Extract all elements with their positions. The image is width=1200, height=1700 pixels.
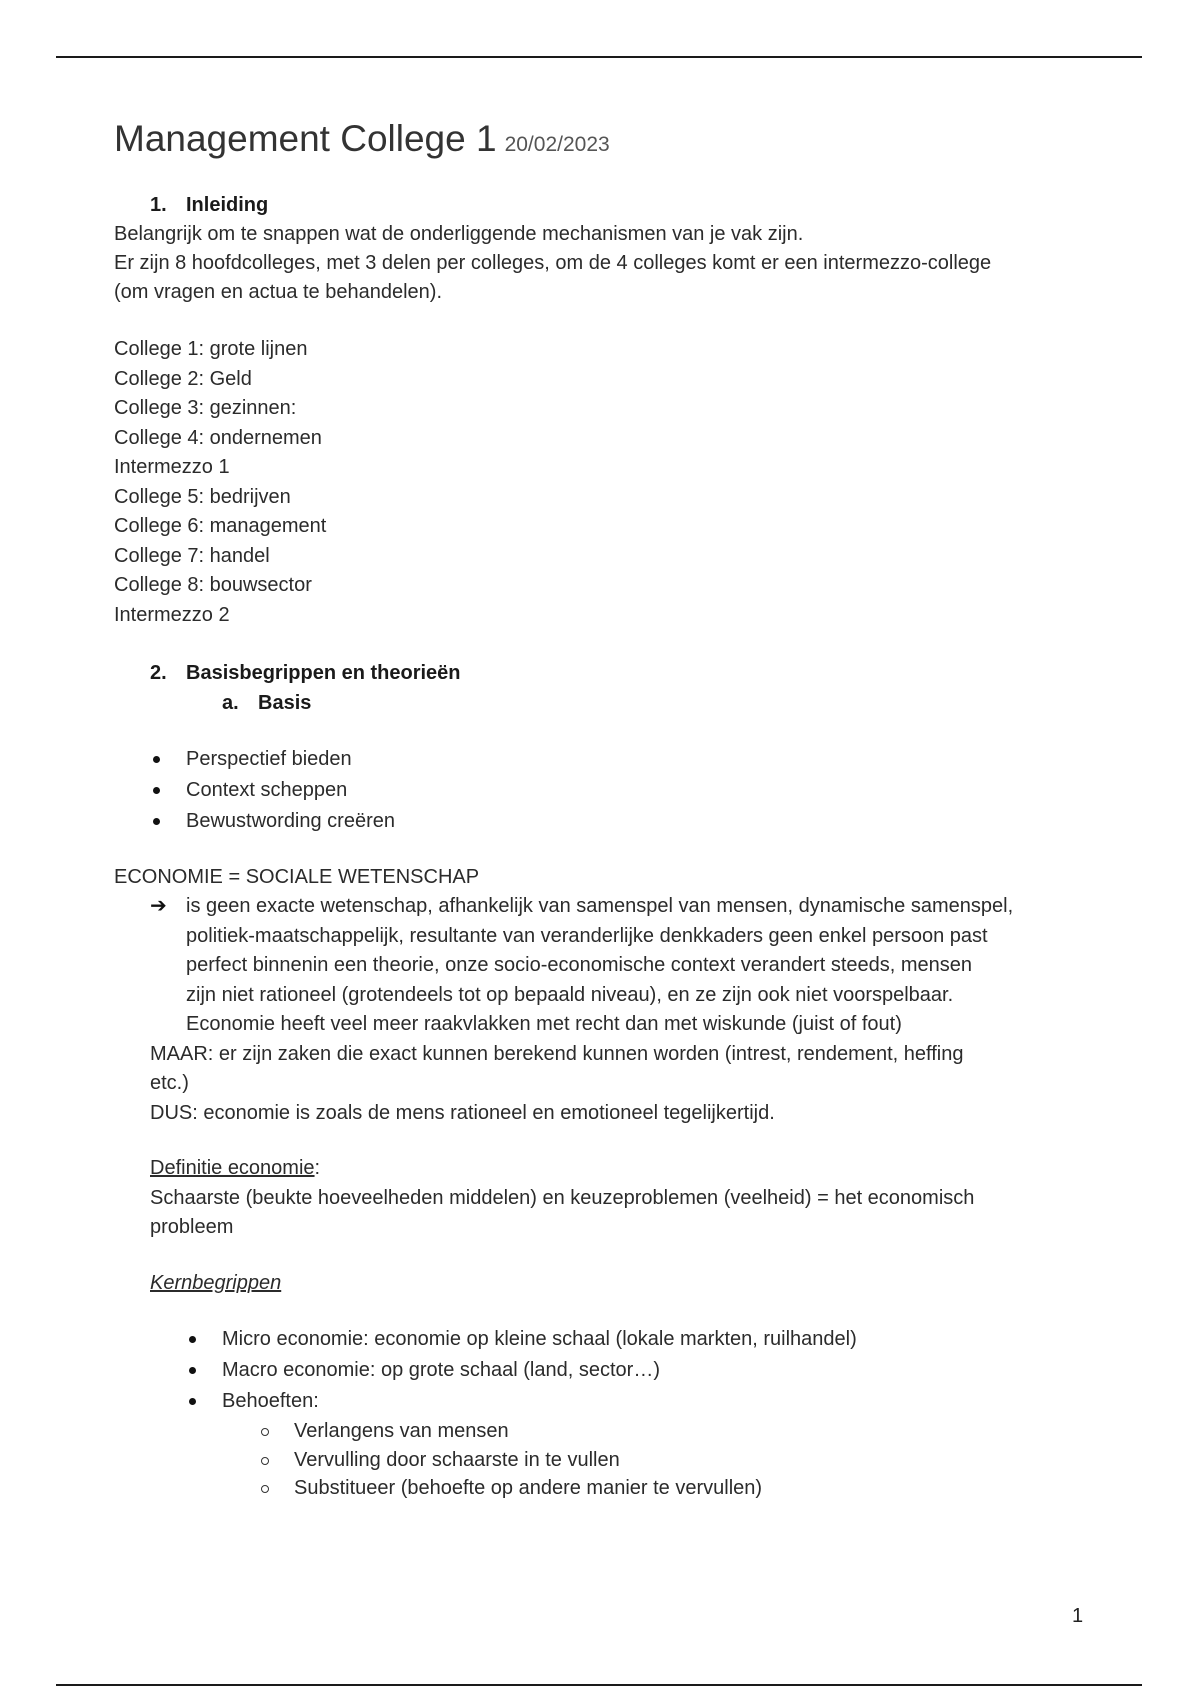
- kernbegrippen-list: [114, 1324, 1114, 1417]
- college-item: Intermezzo 1: [114, 456, 230, 478]
- explanation-line: Economie heeft veel meer raakvlakken met recht dan met wiskunde (juist of fout): [186, 1013, 902, 1035]
- list-item: Perspectief bieden: [114, 744, 1114, 775]
- explanation-line: politiek-maatschappelijk, resultante van veranderlijke denkkaders geen enkel persoon past: [186, 924, 988, 947]
- subsection-letter: a.: [222, 692, 239, 714]
- economie-title: ECONOMIE = SOCIALE WETENSCHAP: [114, 866, 480, 888]
- subsection-heading-basis: [114, 688, 1114, 718]
- behoeften-sublist: [114, 1417, 1114, 1503]
- kernbegrippen-label: Kernbegrippen: [150, 1271, 282, 1294]
- college-item: College 4: ondernemen: [114, 426, 322, 449]
- intro-paragraph: [114, 220, 1114, 307]
- explanation-line: perfect binnenin een theorie, onze socio-economische context verandert steeds, mensen: [186, 954, 973, 976]
- definitie-colon: :: [314, 1157, 321, 1179]
- college-item: College 6: management: [114, 515, 327, 537]
- definitie-line: probleem: [150, 1216, 234, 1238]
- section-heading-basisbegrippen: [114, 658, 1114, 688]
- page-date: 20/02/2023: [504, 133, 610, 156]
- basis-bullet-list: [114, 744, 1114, 837]
- definitie-heading: [150, 1154, 1114, 1184]
- list-item: Bewustwording creëren: [114, 806, 1114, 837]
- college-item: College 1: grote lijnen: [114, 338, 308, 360]
- maar-paragraph: [114, 1040, 1114, 1129]
- subsection-title: Basis: [258, 692, 312, 714]
- section-title: Inleiding: [186, 194, 269, 216]
- definitie-line: Schaarste (beukte hoeveelheden middelen) en keuzeproblemen (veelheid) = het economisch: [150, 1186, 975, 1209]
- top-rule: [56, 56, 1142, 58]
- kernbegrippen-heading: [114, 1269, 1114, 1299]
- section-heading-inleiding: [114, 190, 1114, 220]
- list-item: Behoeften:: [114, 1386, 1114, 1417]
- sub-list-item: Vervulling door schaarste in te vullen: [114, 1446, 1114, 1475]
- maar-line: MAAR: er zijn zaken die exact kunnen berekend kunnen worden (intrest, rendement, heffing: [150, 1042, 964, 1065]
- college-item: College 8: bouwsector: [114, 574, 312, 596]
- college-item: College 3: gezinnen:: [114, 397, 297, 419]
- list-item: Macro economie: op grote schaal (land, sector…): [114, 1355, 1114, 1386]
- explanation-line: zijn niet rationeel (grotendeels tot op bepaald niveau), en ze zijn ook niet voorspelbaar.: [186, 983, 954, 1006]
- economie-explanation: [114, 892, 1114, 1040]
- college-item: Intermezzo 2: [114, 603, 230, 626]
- explanation-line: is geen exacte wetenschap, afhankelijk van samenspel van mensen, dynamische samenspel,: [186, 895, 1014, 917]
- college-list: [114, 335, 1114, 630]
- arrow-right-icon: ➔: [150, 895, 167, 917]
- intro-line: Er zijn 8 hoofdcolleges, met 3 delen per colleges, om de 4 colleges komt er een intermezzo-college: [114, 252, 992, 274]
- list-item: Micro economie: economie op kleine schaal (lokale markten, ruilhandel): [114, 1324, 1114, 1355]
- intro-line: Belangrijk om te snappen wat de onderliggende mechanismen van je vak zijn.: [114, 223, 804, 245]
- page-number: 1: [1072, 1605, 1084, 1627]
- bottom-rule: [56, 1684, 1142, 1686]
- sub-list-item: Verlangens van mensen: [114, 1417, 1114, 1446]
- college-item: College 2: Geld: [114, 367, 252, 390]
- section-title: Basisbegrippen en theorieën: [186, 662, 461, 684]
- list-item: Context scheppen: [114, 775, 1114, 806]
- dus-line: DUS: economie is zoals de mens rationeel en emotioneel tegelijkertijd.: [150, 1101, 775, 1124]
- maar-line: etc.): [150, 1072, 189, 1094]
- college-item: College 7: handel: [114, 544, 270, 567]
- page-title: Management College 1: [114, 118, 497, 159]
- definitie-block: [114, 1154, 1114, 1243]
- section-number: 2.: [150, 662, 167, 684]
- section-number: 1.: [150, 194, 167, 216]
- definitie-label: Definitie economie: [150, 1157, 315, 1179]
- intro-line: (om vragen en actua te behandelen).: [114, 281, 442, 303]
- title-line: [114, 118, 1114, 160]
- document-page: [114, 118, 1114, 1503]
- sub-list-item: Substitueer (behoefte op andere manier te vervullen): [114, 1474, 1114, 1503]
- college-item: College 5: bedrijven: [114, 485, 291, 508]
